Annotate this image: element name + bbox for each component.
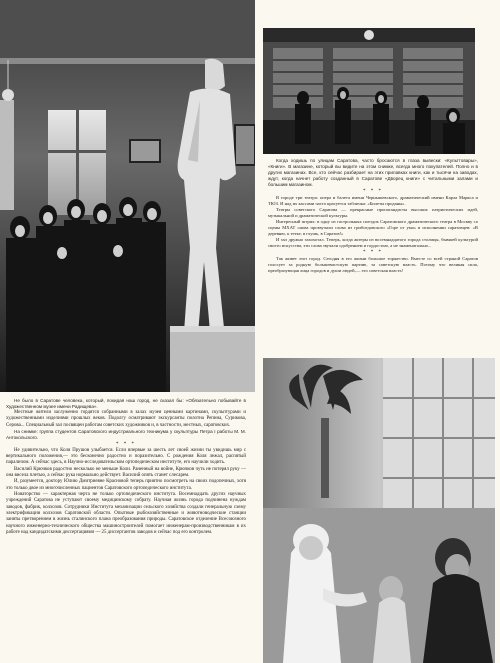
museum-paragraph: Местные жители заслуженно гордятся собранными в залах музея ценными картинами, скульптурами и художественными изделиями прошлых веков. Подолгу осматривают экскурсанты полотна Репина, Сурикова, Серова... Специальный зал посвящен работам советских художников и, в частности, местных, саратовских. xyxy=(6,409,246,428)
kolya-paragraph: Не удивительно, что Коля Прушов улыбается. Если впервые за шесть лет своей жизни ты увидишь мир с вертикального положения,— это бесконечно радостно и поразительно. С рождения Коля лежал, распятый параличом. А сейчас здесь, в Научно-исследовательском ортопедическом институте, его научили ходить. xyxy=(6,447,246,466)
bookshop-caption: Когда ходишь по улицам Саратова, часто бросаются в глаза вывески: «Культтовары», «Книги». В магазине, который вы видите на этом снимке, всегда много покупателей. Полно и в других магазинах. Все, кто сейчас разбирает на этих прилавках книги, как и тысячи на заводах, ждут, когда начнет работу созданный в Саратове «Дворец книги» с читальными залами и большим магазином. xyxy=(268,158,478,187)
right-text-column xyxy=(268,158,478,274)
bookshop-photo xyxy=(263,28,475,154)
museum-statue-photo xyxy=(0,0,255,392)
theatres-paragraph: В городе три театра: опера и балета имени Чернышевского, драматический имени Карла Маркса и ТЮЗ. И над их кассами часто красуется табличка: «Билеты проданы». xyxy=(268,194,478,206)
museum-statue-illustration xyxy=(0,0,255,392)
kryuchkov-paragraph: Василий Крючков радостно несколько не меньше Коли. Раненный на войне, Крючков чуть не потерял руку — она висела плетью, а сейчас рука нормально действует. Василий опять станет слесарем. xyxy=(6,466,246,479)
orthopedic-institute-illustration xyxy=(263,358,495,663)
closing-paragraph: Так живет этот город. Сегодня в его жизни большое торжество. Вместе со всей страной Саратов голосует за родную большевистскую партию, за советскую власть. Потому что великая сила, преобразующая лица городов и души людей,— это советская власть! xyxy=(268,255,478,273)
orthopedic-institute-photo xyxy=(263,358,495,663)
theatres-propaganda-paragraph: Театры советского Саратова — прекрасные пропагандисты высоких патриотических идей, музыкальной и драматической культуры. xyxy=(268,206,478,218)
audience-paragraph: И зал дружно захохотал. Теперь, когда актеры из восемнадцатого города столицы, бывшей культурой своего искусства, эти слова звучали одобрением и гордостью, а не знаменатально... xyxy=(268,236,478,248)
doctor-paragraph: И, разумеется, доктору Юлию Дмитриевне Красновой теперь приятно посмотреть на своих подопечных, хотя это только двое из многочисленных пациентов Саратовского ортопедического института. xyxy=(6,479,246,491)
museum-caption-intro: Не было в Саратове человека, который, покидая наш город, не сказал бы: «Обязательно побывайте в Художественном музее имени Радищева». xyxy=(6,398,246,409)
left-text-column xyxy=(6,398,246,536)
section-divider: * * * xyxy=(363,188,383,194)
museum-photo-caption: На снимке: группа студентов Саратовского индустриального техникума у скульптуры Петра I работы М. М. Антокольского. xyxy=(6,428,246,440)
bookshop-illustration xyxy=(263,28,475,154)
mkhat-paragraph: Интересный штрих: в одну из гастрольных поездок Саратовского драматического театра в Москву со сцены МХАТ снова прозвучали слова из грибоедовского «Горе от ума» в исполнении саратовцев: «В деревню, к тетке, в глушь, в Саратов!» xyxy=(268,218,478,236)
section-divider: * * * xyxy=(363,249,383,255)
section-divider: * * * xyxy=(116,441,136,447)
science-paragraph: Новаторство — характерная черта не только ортопедического института. Восемнадцать других научных учреждений Саратова не уступают своему медицинскому собрату. Научная жизнь города подчинена нуждам заводов, фабрик, колхозов. Сотрудники Института механизации сельского хозяйства создали генеральную схему электрификации колхозов Саратовской области. Опытные рыбохозяйственные и животноводческие станции заняты претворением в жизнь сталинского плана преобразования природы. Саратовское отделение Всесоюзного научного инженерно-технического общества машиностроителей помогает инженерам-производственникам в их работе над кандидатскими диссертациями — 25 диссертантов заводов и сейчас под его контролем. xyxy=(6,492,246,536)
